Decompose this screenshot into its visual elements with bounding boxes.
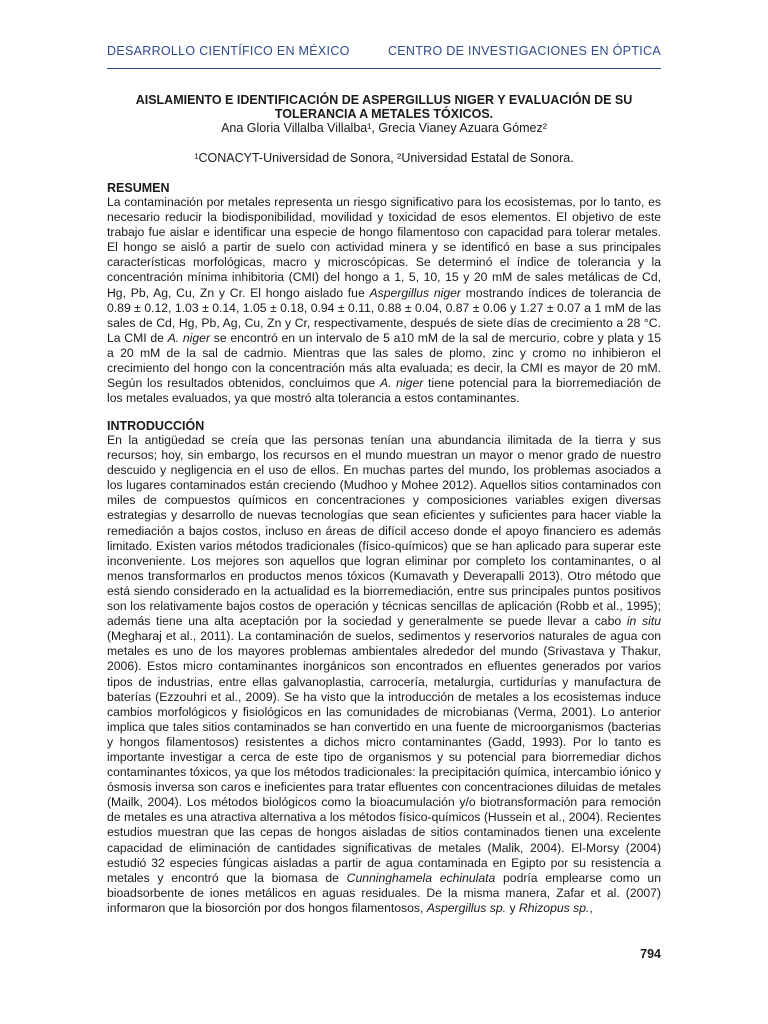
intro-text-1: En la antigüedad se creía que las personas tenían una abundancia ilimitada de la tierra y sus recursos; hoy, sin embargo, los recursos en el mundo muestran un mayor o menor grado de nuestro descuido y negligencia en el uso de ellos. En muchas partes del mundo, los problemas asociados a los lugares contaminados están creciendo (Mudhoo y Mohee 2012). Aquellos sitios contaminados con miles de compuestos químicos en concentraciones y composiciones variables exigen diversas estrategias y desarrollo de nuevas tecnologías que sean eficientes y suficientes para hacer viable la remediación a bajos costos, incluso en áreas de difícil acceso donde el apoyo financiero es además limitado. Existen varios métodos tradicionales (físico-químicos) que se han aplicado para superar este inconveniente. Los mejores son aquellos que logran eliminar por completo los contaminantes, o al menos transformarlos en productos menos tóxicos (Kumavath y Deverapalli 2013). Otro método que está siendo considerado en la actualidad es la biorremediación, entre sus principales puntos positivos son los relativamente bajos costos de operación y técnicas sencillas de aplicación (Robb et al., 1995); además tiene una alta aceptación por la sociedad y generalmente se puede llevar a cabo: [107, 433, 661, 629]
intro-text-3: podría emplearse como un bioadsorbente de iones metálicos en aguas residuales. De la misma manera, Zafar et al. (2007) informaron que la biosorción por dos hongos filamentosos,: [107, 870, 661, 915]
abstract-text-1: La contaminación por metales representa un riesgo significativo para los ecosistemas, por lo tanto, es necesario reducir la biodisponibilidad, movilidad y toxicidad de esos elementos. El objetivo de este trabajo fue aislar e identificar una especie de hongo filamentoso con capacidad para tolerar metales. El hongo se aisló a partir de suelo con actividad minera y se identificó en base a sus principales características morfológicas, macro y microscópicas. Se determinó el índice de tolerancia y la concentración mínima inhibitoria (CMI) del hongo a 1, 5, 10, 15 y 20 mM de sales metálicas de Cd, Hg, Pb, Ag, Cu, Zn y Cr. El hongo aislado fue: [107, 195, 661, 300]
header-left: DESARROLLO CIENTÍFICO EN MÉXICO: [107, 44, 350, 58]
intro-italic-2: Cunninghamela echinulata: [346, 870, 496, 885]
abstract-paragraph: [107, 195, 661, 406]
paper-title: AISLAMIENTO E IDENTIFICACIÓN DE ASPERGILLUS NIGER Y EVALUACIÓN DE SU TOLERANCIA A METALES TÓXICOS.: [135, 93, 633, 121]
abstract-text-2: mostrando índices de tolerancia de 0.89 ± 0.12, 1.03 ± 0.14, 1.05 ± 0.18, 0.94 ± 0.11, 0.88 ± 0.04, 0.87 ± 0.06 y 1.27 ± 0.07 a 1 mM de las sales de Cd, Hg, Pb, Ag, Cu, Zn y Cr, respectivamente, después de siete días de crecimiento a 28 °C. La CMI de: [107, 285, 661, 345]
abstract-text-3: se encontró en un intervalo de 5 a10 mM de la sal de mercurio, cobre y plata y 15 a 20 mM de la sal de cadmio. Mientras que las sales de plomo, zinc y cromo no inhibieron el crecimiento del hongo con la concentración más alta evaluada; es decir, la CMI es mayor de 20 mM. Según los resultados obtenidos, concluimos que: [107, 330, 661, 391]
introduction-paragraph: [107, 433, 661, 916]
introduction-section: [107, 419, 661, 916]
running-header: [107, 44, 661, 58]
abstract-section: [107, 181, 661, 406]
abstract-species-2: A. niger: [167, 330, 211, 345]
introduction-heading: INTRODUCCIÓN: [107, 419, 205, 433]
page-number: 794: [640, 947, 661, 961]
intro-text-5: ,: [589, 900, 593, 915]
abstract-species-3: A. niger: [379, 376, 424, 391]
header-right: CENTRO DE INVESTIGACIONES EN ÓPTICA: [387, 44, 661, 58]
intro-italic-1: in situ: [626, 614, 661, 629]
abstract-heading: RESUMEN: [107, 181, 170, 195]
intro-text-4: y: [509, 900, 516, 915]
intro-italic-3: Aspergillus sp.: [426, 900, 507, 915]
author-list: Ana Gloria Villalba Villalba¹, Grecia Vianey Azuara Gómez²: [221, 121, 547, 135]
affiliation-list: ¹CONACYT-Universidad de Sonora, ²Universidad Estatal de Sonora.: [194, 151, 574, 165]
header-rule: [107, 68, 661, 69]
intro-italic-4: Rhizopus sp.: [518, 900, 590, 915]
abstract-text-4: tiene potencial para la biorremediación de los metales evaluados, ya que mostró alta tolerancia a estos contaminantes.: [107, 376, 661, 406]
abstract-species-1: Aspergillus niger: [369, 285, 461, 300]
intro-text-2: (Megharaj et al., 2011). La contaminación de suelos, sedimentos y reservorios naturales de agua con metales es uno de los mayores problemas ambientales alrededor del mundo (Srivastava y Thakur, 2006). Estos micro contaminantes inorgánicos son encontrados en efluentes generados por varios tipos de industrias, entre ellas galvanoplastia, carrocería, metalurgia, curtidurías y manufactura de baterías (Ezzouhri et al., 2009). Se ha visto que la introducción de metales a los ecosistemas induce cambios morfológicos y fisiológicos en las comunidades de microbianas (Verma, 2001). Lo anterior implica que tales sitios contaminados se han convertido en una fuente de microorganismos (bacterias y hongos filamentosos) resistentes a dichos micro contaminantes (Gadd, 1993). Por lo tanto es importante investigar a cerca de este tipo de organismos y su potencial para biorremediar dichos contaminantes tóxicos, ya que los métodos tradicionales: la precipitación química, intercambio iónico y ósmosis inversa son caros e ineficientes para tratar efluentes con concentraciones diluidas de metales (Mailk, 2004). Los métodos biológicos como la bioacumulación y/o biotransformación para remoción de metales es una atractiva alternativa a los métodos físico-químicos (Hussein et al., 2004). Recientes estudios muestran que las cepas de hongos aisladas de sitios contaminados tienen una excelente capacidad de eliminación de cantidades significativas de metales (Malik, 2004). El-Morsy (2004) estudió 32 especies fúngicas aisladas a partir de agua contaminada en Egipto por su resistencia a metales y encontró que la biomasa de: [107, 629, 661, 885]
